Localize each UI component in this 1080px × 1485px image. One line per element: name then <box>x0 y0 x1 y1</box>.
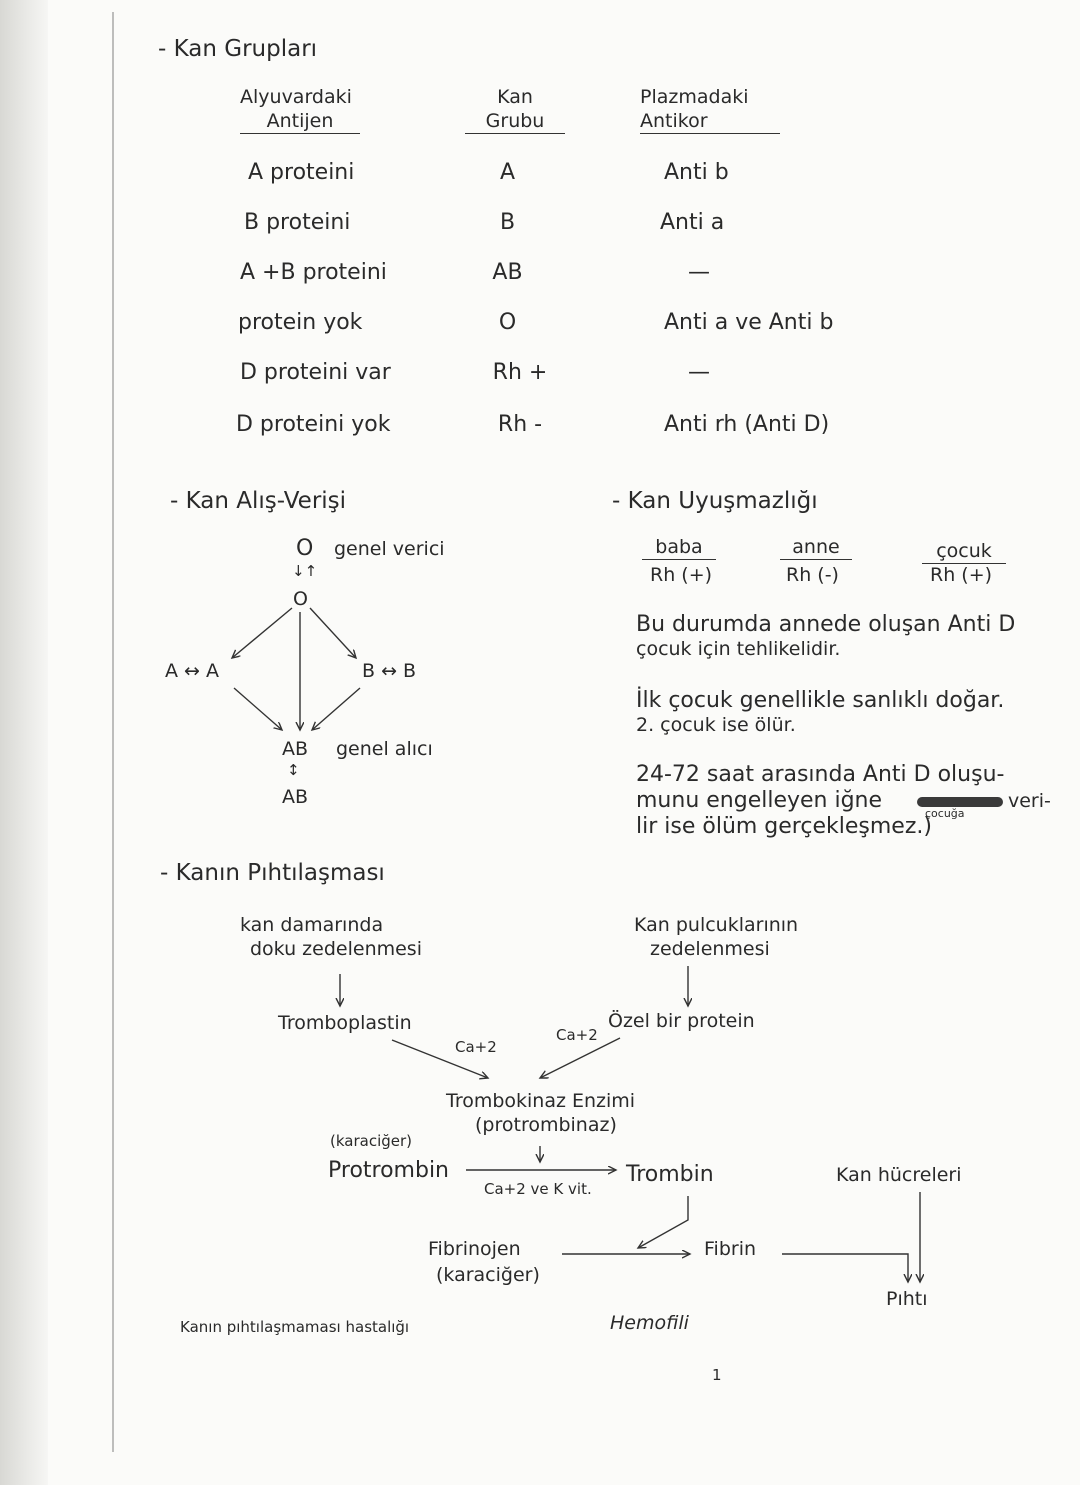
cell-group: A <box>499 160 516 185</box>
label-liver-2: (karaciğer) <box>436 1264 540 1286</box>
disease-name: Hemofili <box>610 1312 689 1334</box>
header-antibody-line1: Plazmadaki <box>640 86 749 108</box>
node-o-mid: O <box>293 588 308 610</box>
label-thrombokinase: Trombokinaz Enzimi <box>446 1090 636 1112</box>
label-fibrin: Fibrin <box>704 1238 757 1260</box>
cell-group: AB <box>492 260 523 285</box>
arrow-o-to-b <box>310 608 356 658</box>
label-prothrombin: Protrombin <box>328 1158 449 1183</box>
label-thrombin: Trombin <box>626 1162 714 1187</box>
cell-group: B <box>499 210 516 235</box>
cell-group: O <box>498 310 517 335</box>
cell-antigen: protein yok <box>238 310 363 335</box>
arrow-protein-to-enzyme <box>540 1038 620 1078</box>
para2-line2: 2. çocuk ise ölür. <box>636 714 796 736</box>
para3-line2-end: veri- <box>1008 790 1051 812</box>
cell-antigen: A +B proteini <box>240 260 387 285</box>
label-special-protein: Özel bir protein <box>608 1010 755 1032</box>
page-number: 1 <box>712 1366 722 1384</box>
cell-group: Rh - <box>497 412 543 437</box>
label-general-donor: genel verici <box>334 538 445 560</box>
platelet-line1: Kan pulcuklarının <box>634 914 799 936</box>
arrow-tromboplastin-to-enzyme <box>392 1040 488 1078</box>
section-title-clotting: - Kanın Pıhtılaşması <box>160 860 385 886</box>
cell-antibody: Anti rh (Anti D) <box>664 412 830 437</box>
cell-antigen: D proteini yok <box>236 412 391 437</box>
header-antibody-line2: Antikor <box>640 112 780 134</box>
cell-antibody: — <box>688 260 710 285</box>
child-rh: Rh (+) <box>930 564 993 586</box>
father-rh: Rh (+) <box>650 564 713 586</box>
node-ab-bottom: AB <box>282 786 309 808</box>
label-liver-1: (karaciğer) <box>330 1132 413 1150</box>
arrow-o-to-a <box>232 608 292 658</box>
header-group-line2: Grubu <box>465 112 565 134</box>
header-antigen-line1: Alyuvardaki <box>240 86 352 108</box>
para3-insertion: çocuğa <box>925 807 965 820</box>
header-group-line1: Kan <box>497 86 533 108</box>
platelet-line2: zedelenmesi <box>650 938 770 960</box>
cell-antibody: Anti a <box>660 210 725 235</box>
arrow-a-to-ab <box>234 688 282 730</box>
cell-antigen: A proteini <box>248 160 355 185</box>
node-o-top: O <box>296 536 314 561</box>
node-b-pair: B ↔ B <box>362 660 417 682</box>
cell-group: Rh + <box>492 360 548 385</box>
damage-line1: kan damarında <box>240 914 384 936</box>
label-tromboplastin: Tromboplastin <box>278 1012 412 1034</box>
label-fibrinogen: Fibrinojen <box>428 1238 521 1260</box>
cell-antibody: Anti b <box>664 160 729 185</box>
para3-line1: 24-72 saat arasında Anti D oluşu- <box>636 762 1005 787</box>
arrow-up-down-icon: ↓↑ <box>292 562 318 580</box>
section-title-blood-groups: - Kan Grupları <box>158 36 318 62</box>
damage-line2: doku zedelenmesi <box>250 938 422 960</box>
label-ca-right: Ca+2 <box>556 1026 598 1044</box>
para2-line1: İlk çocuk genellikle sanlıklı doğar. <box>636 688 1005 713</box>
cell-antibody: — <box>688 360 710 385</box>
label-prothrombinase: (protrombinaz) <box>475 1114 617 1136</box>
node-ab-mid: AB <box>282 738 309 760</box>
arrow-up-down-icon: ↕ <box>287 761 300 779</box>
cell-antigen: D proteini var <box>240 360 391 385</box>
node-a-pair: A ↔ A <box>165 660 219 682</box>
label-general-recipient: genel alıcı <box>336 738 433 760</box>
cell-antigen: B proteini <box>244 210 351 235</box>
label-clot: Pıhtı <box>886 1288 928 1310</box>
label-child: çocuk <box>922 542 1006 564</box>
para3-line3: lir ise ölüm gerçekleşmez.) <box>636 814 932 839</box>
label-father: baba <box>642 538 716 560</box>
label-blood-cells: Kan hücreleri <box>836 1164 962 1186</box>
label-ca-kvit: Ca+2 ve K vit. <box>484 1180 592 1198</box>
arrow-thrombin-to-fibrin <box>638 1196 688 1248</box>
para3-line2: munu engelleyen iğne <box>636 788 883 813</box>
section-title-incompatibility: - Kan Uyuşmazlığı <box>612 488 818 514</box>
disease-note: Kanın pıhtılaşmaması hastalığı <box>180 1318 410 1336</box>
label-ca-left: Ca+2 <box>455 1038 497 1056</box>
cell-antibody: Anti a ve Anti b <box>664 310 834 335</box>
arrow-b-to-ab <box>312 688 360 730</box>
header-antigen-line2: Antijen <box>240 112 360 134</box>
arrow-fibrin-to-clot <box>782 1254 908 1282</box>
section-title-transfusion: - Kan Alış-Verişi <box>170 488 347 514</box>
mother-rh: Rh (-) <box>786 564 839 586</box>
para1-line1: Bu durumda annede oluşan Anti D <box>636 612 1016 637</box>
para1-line2: çocuk için tehlikelidir. <box>636 638 841 660</box>
label-mother: anne <box>780 538 852 560</box>
